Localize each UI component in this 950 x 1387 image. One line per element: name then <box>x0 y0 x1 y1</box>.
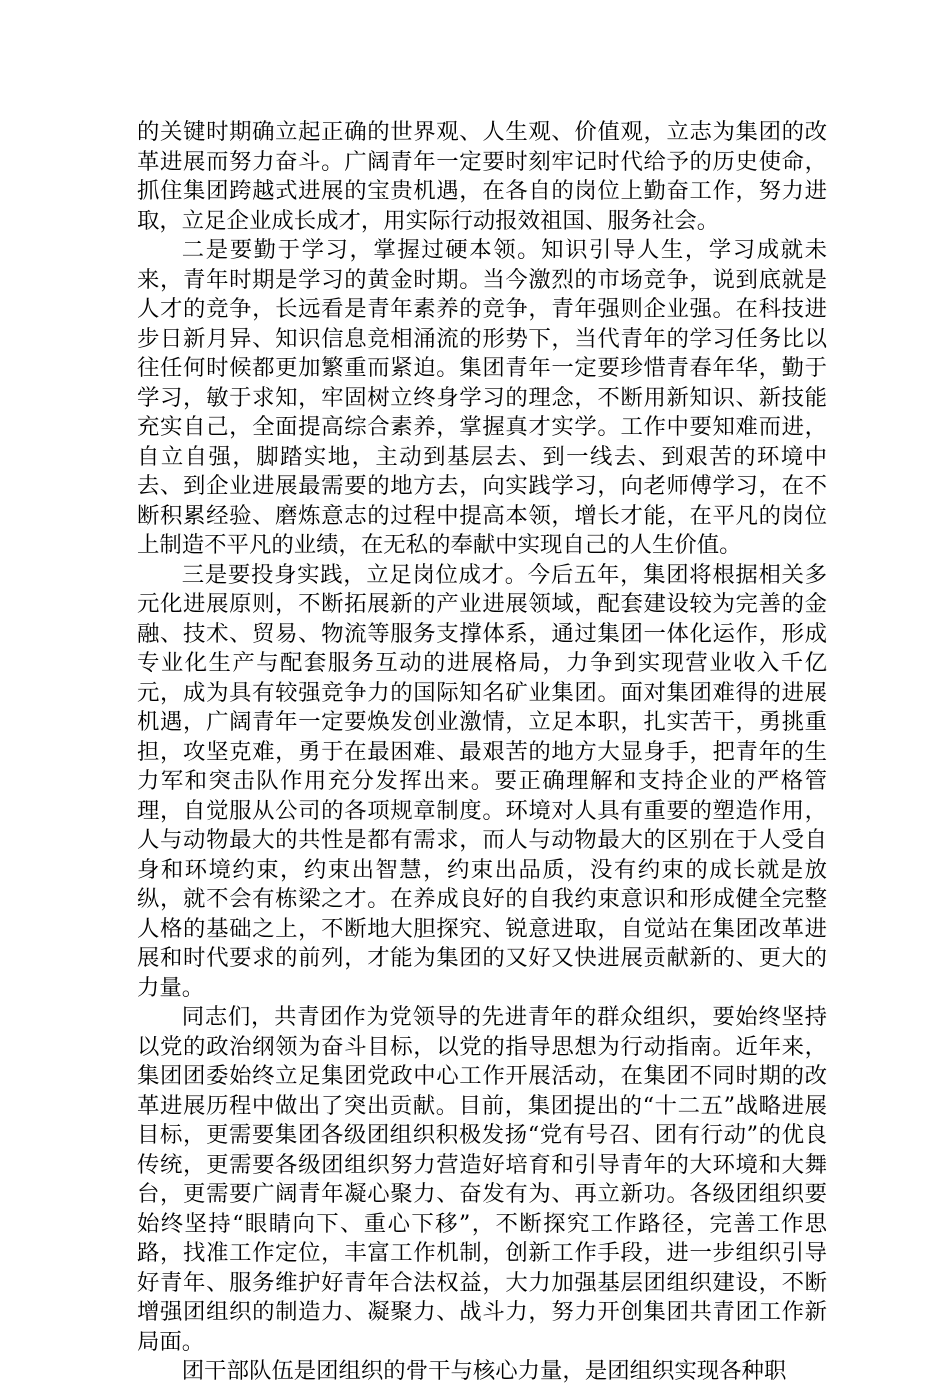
paragraph-1: 的关键时期确立起正确的世界观、人生观、价值观，立志为集团的改革进展而努力奋斗。广阔青年一定要时刻牢记时代给予的历史使命，抓住集团跨越式进展的宝贵机遇，在各自的岗位上勤奋工作，努力进取，立足企业成长成才，用实际行动报效祖国、服务社会。 <box>137 119 827 234</box>
paragraph-3: 三是要投身实践，立足岗位成才。今后五年，集团将根据相关多元化进展原则，不断拓展新的产业进展领域，配套建设较为完善的金融、技术、贸易、物流等服务支撑体系，通过集团一体化运作，形成专业化生产与配套服务互动的进展格局，力争到实现营业收入千亿元，成为具有较强竞争力的国际知名矿业集团。面对集团难得的进展机遇，广阔青年一定要焕发创业激情，立足本职，扎实苦干，勇挑重担，攻坚克难，勇于在最困难、最艰苦的地方大显身手，把青年的生力军和突击队作用充分发挥出来。要正确理解和支持企业的严格管理，自觉服从公司的各项规章制度。环境对人具有重要的塑造作用，人与动物最大的共性是都有需求，而人与动物最大的区别在于人受自身和环境约束，约束出智慧，约束出品质，没有约束的成长就是放纵，就不会有栋梁之才。在养成良好的自我约束意识和形成健全完整人格的基础之上，不断地大胆探究、锐意进取，自觉站在集团改革进展和时代要求的前列，才能为集团的又好又快进展贡献新的、更大的力量。 <box>137 561 827 1001</box>
document-body <box>137 118 827 1387</box>
paragraph-2: 二是要勤于学习，掌握过硬本领。知识引导人生，学习成就未来，青年时期是学习的黄金时期。当今激烈的市场竞争，说到底就是人才的竞争，长远看是青年素养的竞争，青年强则企业强。在科技进步日新月异、知识信息竞相涌流的形势下，当代青年的学习任务比以往任何时候都更加繁重而紧迫。集团青年一定要珍惜青春年华，勤于学习，敏于求知，牢固树立终身学习的理念，不断用新知识、新技能充实自己，全面提高综合素养，掌握真才实学。工作中要知难而进，自立自强，脚踏实地，主动到基层去、到一线去、到艰苦的环境中去、到企业进展最需要的地方去，向实践学习，向老师傅学习，在不断积累经验、磨炼意志的过程中提高本领，增长才能，在平凡的岗位上制造不平凡的业绩，在无私的奉献中实现自己的人生价值。 <box>137 237 827 558</box>
paragraph-5: 团干部队伍是团组织的骨干与核心力量，是团组织实现各种职 <box>181 1358 787 1384</box>
paragraph-4: 同志们，共青团作为党领导的先进青年的群众组织，要始终坚持以党的政治纲领为奋斗目标，以党的指导思想为行动指南。近年来，集团团委始终立足集团党政中心工作开展活动，在集团不同时期的改革进展历程中做出了突出贡献。目前，集团提出的“十二五”战略进展目标，更需要集团各级团组织积极发扬“党有号召、团有行动”的优良传统，更需要各级团组织努力营造好培育和引导青年的大环境和大舞台，更需要广阔青年凝心聚力、奋发有为、再立新功。各级团组织要始终坚持“眼睛向下、重心下移”，不断探究工作路径，完善工作思路，找准工作定位，丰富工作机制，创新工作手段，进一步组织引导好青年、服务维护好青年合法权益，大力加强基层团组织建设，不断增强团组织的制造力、凝聚力、战斗力，努力开创集团共青团工作新局面。 <box>137 1004 827 1355</box>
